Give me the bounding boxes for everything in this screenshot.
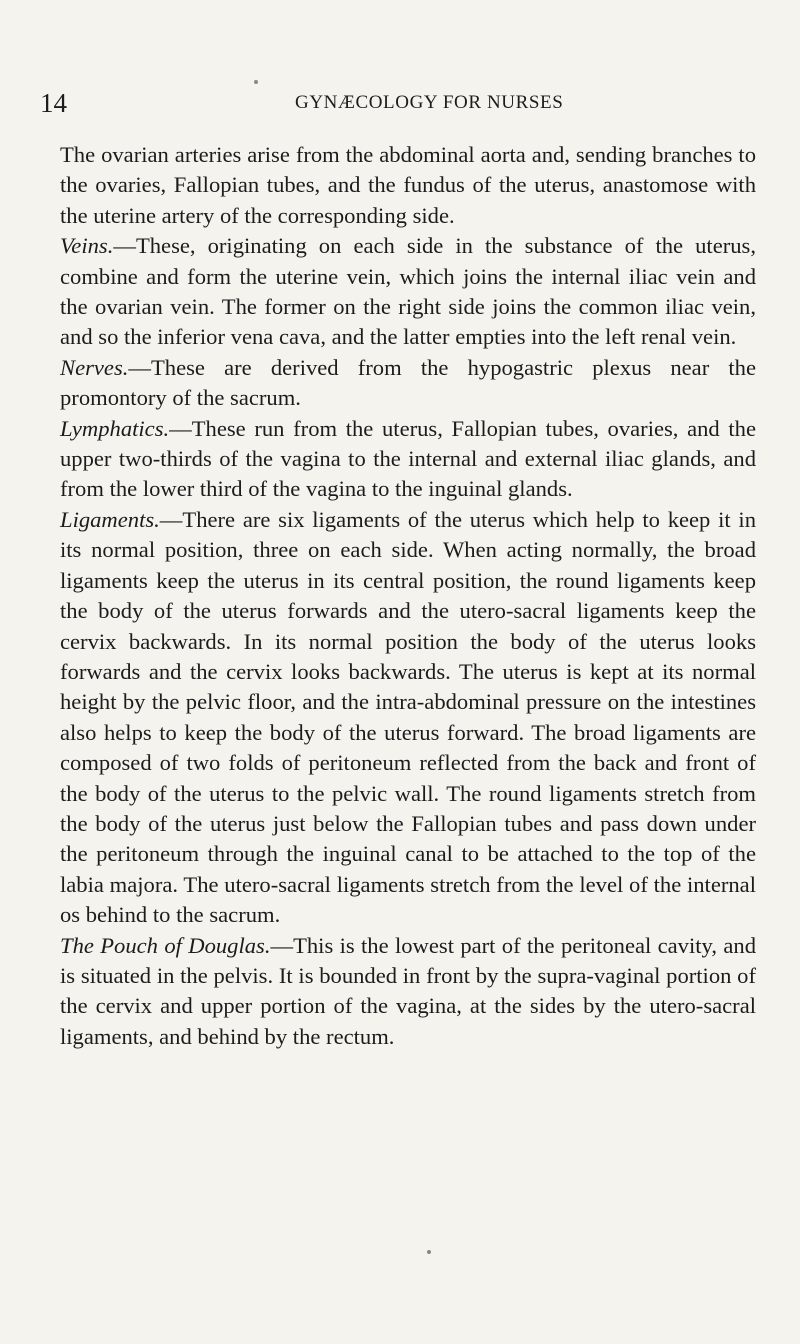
page-number: 14 — [40, 88, 67, 118]
paragraph-ligaments — [60, 505, 756, 931]
ink-speck — [254, 80, 258, 84]
paragraph-heading: Ligaments. — [60, 506, 160, 532]
paragraph-text: —These are derived from the hypogastric plexus near the promontory of the sacrum. — [60, 354, 756, 411]
paragraph-text: —This is the lowest part of the peritoneal cavity, and is situated in the pelvis. It is bounded in front by the supra-vaginal portion of the cervix and upper portion of the vagina, at the sides by the utero-sacral ligaments, and behind by the rectum. — [60, 932, 756, 1049]
body-text — [60, 140, 756, 1052]
paragraph-text: —These, originating on each side in the substance of the uterus, combine and form the uterine vein, which joins the internal iliac vein and the ovarian vein. The former on the right side joins the common iliac vein, and so the inferior vena cava, and the latter empties into the left renal vein. — [60, 233, 756, 350]
paragraph-heading: Nerves. — [60, 354, 129, 380]
paragraph-heading: Lymphatics. — [60, 415, 170, 441]
paragraph-heading: Veins. — [60, 233, 114, 259]
paragraph-text: The ovarian arteries arise from the abdominal aorta and, sending branches to the ovaries, Fallopian tubes, and the fundus of the uterus, anastomose with the uterine artery of the corresponding side. — [60, 142, 756, 228]
running-title: GYNÆCOLOGY FOR NURSES — [295, 92, 564, 113]
paragraph-nerves — [60, 353, 756, 414]
paragraph-lymphatics — [60, 414, 756, 505]
paragraph-ovarian-arteries — [60, 140, 756, 231]
paragraph-heading: The Pouch of Douglas. — [60, 932, 271, 958]
ink-speck — [427, 1250, 431, 1254]
paragraph-text: —There are six ligaments of the uterus which help to keep it in its normal position, three on each side. When acting normally, the broad ligaments keep the uterus in its central position, the round ligaments keep the body of the uterus forwards and the utero-sacral ligaments keep the cervix backwards. In its normal position the body of the uterus looks forwards and the cervix looks backwards. The uterus is kept at its normal height by the pelvic floor, and the intra-abdominal pressure on the intestines also helps to keep the body of the uterus forward. The broad ligaments are composed of two folds of peritoneum reflected from the back and front of the body of the uterus to the pelvic wall. The round ligaments stretch from the body of the uterus just below the Fallopian tubes and pass down under the peritoneum through the inguinal canal to be attached to the top of the labia majora. The utero-sacral ligaments stretch from the level of the internal os behind to the sacrum. — [60, 506, 756, 928]
paragraph-pouch-of-douglas — [60, 931, 756, 1053]
paragraph-text: —These run from the uterus, Fallopian tubes, ovaries, and the upper two-thirds of the vagina to the internal and external iliac glands, and from the lower third of the vagina to the inguinal glands. — [60, 415, 756, 502]
paragraph-veins — [60, 231, 756, 353]
running-head — [40, 86, 760, 120]
